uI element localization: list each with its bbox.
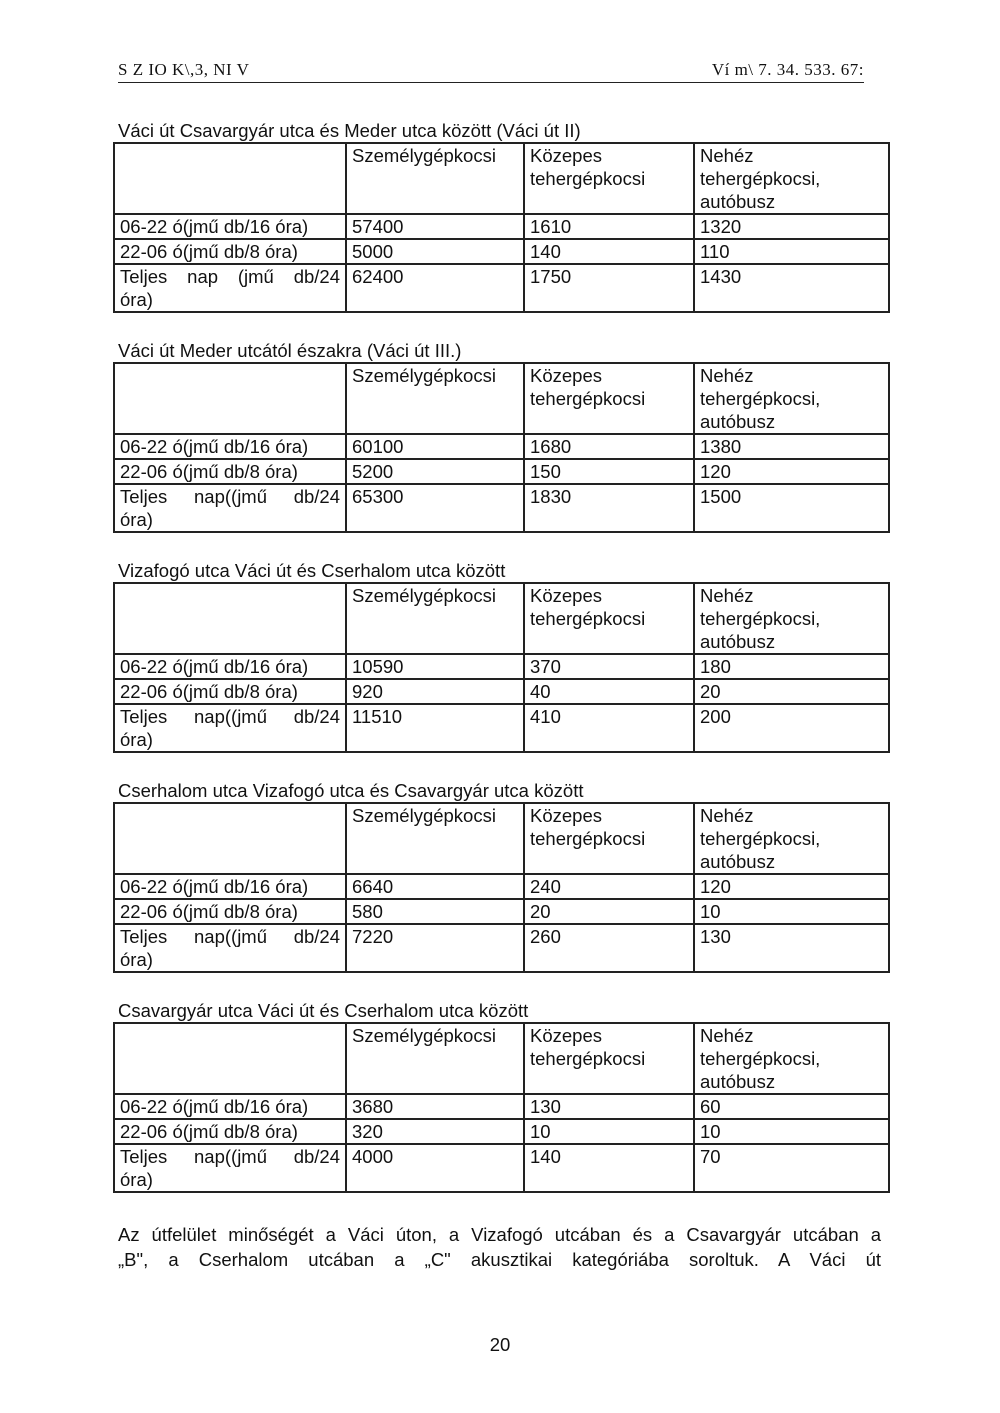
cell-value: 3680 (346, 1094, 524, 1119)
table-total-row (114, 264, 889, 312)
cell-value: 1380 (694, 434, 889, 459)
row-label: 06-22 ó(jmű db/16 óra) (114, 654, 346, 679)
header-heavy-truck-bus: Nehéz tehergépkocsi, autóbusz (694, 803, 889, 874)
header-right-text: Ví m\ 7. 34. 533. 67: (711, 60, 864, 79)
cell-value: 60100 (346, 434, 524, 459)
cell-value: 410 (524, 704, 694, 752)
cell-value: 57400 (346, 214, 524, 239)
cell-value: 70 (694, 1144, 889, 1192)
traffic-table-section (113, 340, 888, 533)
table-row (114, 874, 889, 899)
table-header-row (114, 803, 889, 874)
table-row (114, 1119, 889, 1144)
table-caption: Cserhalom utca Vizafogó utca és Csavargyár utca között (118, 780, 584, 801)
header-heavy-truck-bus: Nehéz tehergépkocsi, autóbusz (694, 583, 889, 654)
row-label: 22-06 ó(jmű db/8 óra) (114, 899, 346, 924)
cell-value: 1500 (694, 484, 889, 532)
cell-value: 130 (524, 1094, 694, 1119)
cell-value: 60 (694, 1094, 889, 1119)
cell-value: 920 (346, 679, 524, 704)
total-label: Teljes nap((jmű db/24 óra) (114, 484, 346, 532)
traffic-table-section (113, 780, 888, 973)
cell-value: 370 (524, 654, 694, 679)
traffic-table-section (113, 120, 888, 313)
cell-value: 5200 (346, 459, 524, 484)
cell-value: 1610 (524, 214, 694, 239)
table-row (114, 434, 889, 459)
cell-value: 62400 (346, 264, 524, 312)
header-medium-truck: Közepes tehergépkocsi (524, 1023, 694, 1094)
header-car: Személygépkocsi (346, 803, 524, 874)
table-row (114, 679, 889, 704)
total-label: Teljes nap((jmű db/24 óra) (114, 924, 346, 972)
cell-value: 4000 (346, 1144, 524, 1192)
cell-value: 260 (524, 924, 694, 972)
empty-header-cell (114, 803, 346, 874)
cell-value: 1830 (524, 484, 694, 532)
cell-value: 11510 (346, 704, 524, 752)
row-label: 22-06 ó(jmű db/8 óra) (114, 459, 346, 484)
row-label: 06-22 ó(jmű db/16 óra) (114, 214, 346, 239)
table-total-row (114, 1144, 889, 1192)
table-total-row (114, 704, 889, 752)
header-car: Személygépkocsi (346, 583, 524, 654)
header-medium-truck: Közepes tehergépkocsi (524, 143, 694, 214)
empty-header-cell (114, 143, 346, 214)
cell-value: 20 (694, 679, 889, 704)
row-label: 22-06 ó(jmű db/8 óra) (114, 679, 346, 704)
header-medium-truck: Közepes tehergépkocsi (524, 803, 694, 874)
cell-value: 110 (694, 239, 889, 264)
traffic-table-section (113, 560, 888, 753)
row-label: 06-22 ó(jmű db/16 óra) (114, 874, 346, 899)
cell-value: 10 (694, 899, 889, 924)
traffic-table (113, 1022, 890, 1193)
cell-value: 140 (524, 239, 694, 264)
cell-value: 6640 (346, 874, 524, 899)
header-medium-truck: Közepes tehergépkocsi (524, 583, 694, 654)
cell-value: 1680 (524, 434, 694, 459)
cell-value: 240 (524, 874, 694, 899)
table-header-row (114, 1023, 889, 1094)
header-car: Személygépkocsi (346, 1023, 524, 1094)
table-caption: Váci út Meder utcától északra (Váci út III.) (118, 340, 462, 361)
empty-header-cell (114, 1023, 346, 1094)
paragraph-line: Az útfelület minőségét a Váci úton, a Vizafogó utcában és a Csavargyár utcában a (118, 1224, 881, 1245)
header-heavy-truck-bus: Nehéz tehergépkocsi, autóbusz (694, 1023, 889, 1094)
table-row (114, 654, 889, 679)
cell-value: 40 (524, 679, 694, 704)
row-label: 06-22 ó(jmű db/16 óra) (114, 434, 346, 459)
cell-value: 580 (346, 899, 524, 924)
cell-value: 120 (694, 459, 889, 484)
traffic-table (113, 802, 890, 973)
cell-value: 320 (346, 1119, 524, 1144)
empty-header-cell (114, 363, 346, 434)
cell-value: 1750 (524, 264, 694, 312)
cell-value: 120 (694, 874, 889, 899)
header-medium-truck: Közepes tehergépkocsi (524, 363, 694, 434)
cell-value: 130 (694, 924, 889, 972)
traffic-table (113, 142, 890, 313)
row-label: 06-22 ó(jmű db/16 óra) (114, 1094, 346, 1119)
table-caption: Csavargyár utca Váci út és Cserhalom utca között (118, 1000, 529, 1021)
table-header-row (114, 363, 889, 434)
page-header (118, 60, 864, 83)
cell-value: 5000 (346, 239, 524, 264)
page-number: 20 (489, 1334, 511, 1355)
total-label: Teljes nap((jmű db/24 óra) (114, 704, 346, 752)
body-paragraph (118, 1222, 881, 1272)
empty-header-cell (114, 583, 346, 654)
cell-value: 10590 (346, 654, 524, 679)
cell-value: 200 (694, 704, 889, 752)
table-caption: Váci út Csavargyár utca és Meder utca között (Váci út II) (118, 120, 581, 141)
header-left-text: S Z IO K\,3, NI V (118, 60, 250, 79)
table-header-row (114, 583, 889, 654)
table-caption: Vizafogó utca Váci út és Cserhalom utca között (118, 560, 506, 581)
cell-value: 180 (694, 654, 889, 679)
table-row (114, 214, 889, 239)
table-row (114, 459, 889, 484)
header-heavy-truck-bus: Nehéz tehergépkocsi, autóbusz (694, 363, 889, 434)
row-label: 22-06 ó(jmű db/8 óra) (114, 239, 346, 264)
header-car: Személygépkocsi (346, 363, 524, 434)
header-heavy-truck-bus: Nehéz tehergépkocsi, autóbusz (694, 143, 889, 214)
cell-value: 7220 (346, 924, 524, 972)
table-row (114, 1094, 889, 1119)
cell-value: 10 (694, 1119, 889, 1144)
header-car: Személygépkocsi (346, 143, 524, 214)
cell-value: 20 (524, 899, 694, 924)
total-label: Teljes nap (jmű db/24 óra) (114, 264, 346, 312)
table-total-row (114, 924, 889, 972)
cell-value: 65300 (346, 484, 524, 532)
traffic-table (113, 362, 890, 533)
table-row (114, 899, 889, 924)
table-row (114, 239, 889, 264)
cell-value: 1320 (694, 214, 889, 239)
table-header-row (114, 143, 889, 214)
total-label: Teljes nap((jmű db/24 óra) (114, 1144, 346, 1192)
cell-value: 150 (524, 459, 694, 484)
cell-value: 10 (524, 1119, 694, 1144)
table-total-row (114, 484, 889, 532)
traffic-table-section (113, 1000, 888, 1193)
paragraph-line: „B", a Cserhalom utcában a „C" akusztikai kategóriába soroltuk. A Váci út (118, 1249, 881, 1270)
row-label: 22-06 ó(jmű db/8 óra) (114, 1119, 346, 1144)
cell-value: 140 (524, 1144, 694, 1192)
traffic-table (113, 582, 890, 753)
cell-value: 1430 (694, 264, 889, 312)
